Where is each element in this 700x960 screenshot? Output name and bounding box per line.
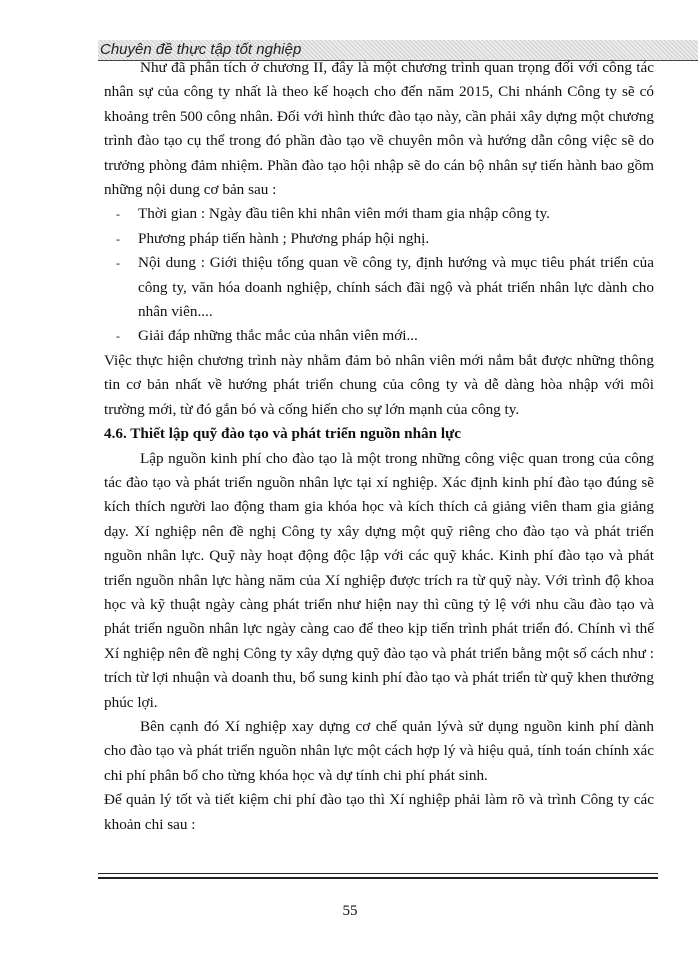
paragraph-program-purpose: Việc thực hiện chương trình này nhằm đảm bỏ nhân viên mới nắm bắt được những thông tin cơ bản nhất về hướng phát triển chung của công ty và dễ dàng hòa nhập với môi trường mới, từ đó gắn bó và cống hiến cho sự lớn mạnh của công ty.	[104, 351, 654, 418]
bullet-mark: -	[116, 256, 120, 271]
list-item	[104, 202, 654, 226]
bullet-list	[104, 202, 654, 348]
list-item-text: Giải đáp những thắc mắc của nhân viên mới...	[138, 327, 418, 345]
header-title: Chuyên đề thực tập tốt nghiệp	[100, 41, 302, 58]
bullet-mark: -	[116, 231, 120, 246]
list-item-text: Phương pháp tiến hành ; Phương pháp hội nghị.	[138, 229, 430, 247]
footer-rule	[98, 873, 658, 874]
page-number: 55	[342, 903, 358, 919]
bullet-mark: -	[116, 207, 120, 222]
list-item-text: Thời gian : Ngày đầu tiên khi nhân viên mới tham gia nhập công ty.	[138, 205, 550, 223]
paragraph-intro: Như đã phân tích ở chương II, đây là một chương trình quan trọng đối với công tác nhân sự của công ty nhất là theo kế hoạch cho đến năm 2015, Chi nhánh Công ty sẽ có khoảng trên 500 công nhân. Đối với hình thức đào tạo này, cần phải xây dựng một chương trình đào tạo cụ thể trong đó phần đào tạo về chuyên môn và hướng dẫn công việc sẽ do trưởng phòng đảm nhiệm. Phần đào tạo hội nhập sẽ do cán bộ nhân sự tiến hành bao gồm những nội dung cơ bản sau :	[104, 59, 654, 199]
list-item	[104, 251, 654, 324]
footer-rule-thick	[98, 877, 658, 879]
page-content	[104, 56, 654, 837]
list-item-text: Nội dung : Giới thiệu tổng quan về công ty, định hướng và mục tiêu phát triển của công ty, văn hóa doanh nghiệp, chính sách đãi ngộ và phát triển nhân lực dành cho nhân viên....	[138, 254, 654, 321]
paragraph-training-fund: Lập nguồn kinh phí cho đào tạo là một trong những công việc quan trong của công tác đào tạo và phát triển nguồn nhân lực tại xí nghiệp. Xác định kinh phí đào tạo đúng sẽ kích thích người lao động tham gia khóa học và kích thích cả giảng viên tham gia giảng dạy. Xí nghiệp nên đề nghị Công ty xây dựng một quỹ riêng cho đào tạo và phát triển nguồn nhân lực. Quỹ này hoạt động độc lập với các quỹ khác. Kinh phí đào tạo và phát triển nguồn nhân lực hàng năm của Xí nghiệp được trích ra từ quỹ này. Với trình độ khoa học và kỹ thuật ngày càng phát triển như hiện nay thì cũng tỷ lệ với nhu cầu đào tạo và phát triển nguồn nhân lực ngày càng cao để theo kịp tiến trình phát triển đó. Chính vì thế Xí nghiệp nên đề nghị Công ty xây dựng quỹ đào tạo và phát triển bằng một số cách như : trích từ lợi nhuận và doanh thu, bổ sung kinh phí đào tạo và phát triển từ quỹ khen thưởng phúc lợi.	[104, 449, 654, 711]
paragraph-cost-items: Để quản lý tốt và tiết kiệm chi phí đào tạo thì Xí nghiệp phải làm rõ và trình Công ty các khoản chi sau :	[104, 791, 654, 833]
list-item	[104, 227, 654, 251]
list-item	[104, 324, 654, 348]
paragraph-cost-management: Bên cạnh đó Xí nghiệp xay dựng cơ chế quản lývà sử dụng nguồn kinh phí dành cho đào tạo và phát triển nguồn nhân lực một cách hợp lý và hiệu quả, tính toán chính xác chi phí phân bổ cho từng khóa học và dự tính chi phí phát sinh.	[104, 717, 654, 784]
section-heading: 4.6. Thiết lập quỹ đào tạo và phát triển nguồn nhân lực	[104, 425, 461, 443]
bullet-mark: -	[116, 329, 120, 344]
